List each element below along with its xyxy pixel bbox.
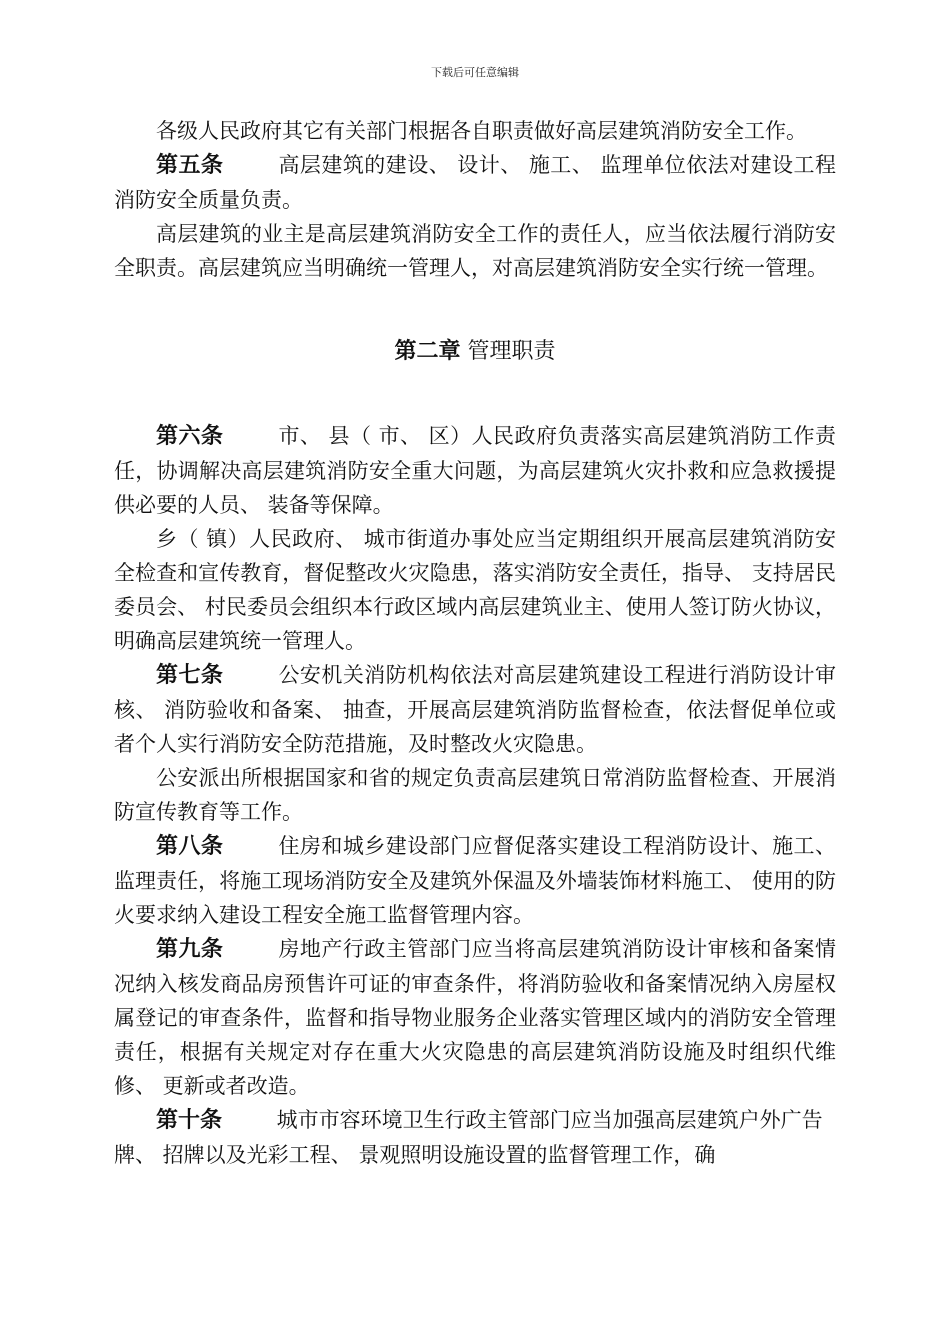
paragraph xyxy=(114,761,836,829)
paragraph xyxy=(114,419,836,522)
paragraph xyxy=(114,829,836,932)
paragraph-text: 住房和城乡建设部门应督促落实建设工程消防设计、施工、 监理责任，将施工现场消防安全及建筑外保温及外墙装饰材料施工、 使用的防火要求纳入建设工程安全施工监督管理内容。 xyxy=(114,834,836,927)
paragraph xyxy=(114,658,836,761)
document-body xyxy=(114,114,836,1172)
chapter-number: 第二章 xyxy=(394,339,461,364)
paragraph-group-top xyxy=(114,114,836,285)
article-number: 第十条 xyxy=(156,1108,223,1133)
paragraph-text: 市、 县（ 市、 区）人民政府负责落实高层建筑消防工作责任，协调解决高层建筑消防安全重大问题，为高层建筑火灾扑救和应急救援提供必要的人员、 装备等保障。 xyxy=(114,424,836,517)
article-number: 第七条 xyxy=(156,663,224,688)
paragraph-text: 房地产行政主管部门应当将高层建筑消防设计审核和备案情况纳入核发商品房预售许可证的审查条件，将消防验收和备案情况纳入房屋权属登记的审查条件，监督和指导物业服务企业落实管理区域内的消防安全管理责任，根据有关规定对存在重大火灾隐患的高层建筑消防设施及时组织代维修、 更新或者改造。 xyxy=(114,937,836,1098)
paragraph-text: 高层建筑的业主是高层建筑消防安全工作的责任人，应当依法履行消防安全职责。高层建筑应当明确统一管理人，对高层建筑消防安全实行统一管理。 xyxy=(114,222,836,280)
paragraph-text: 高层建筑的建设、 设计、 施工、 监理单位依法对建设工程消防安全质量负责。 xyxy=(114,153,836,212)
paragraph-text: 乡（ 镇）人民政府、 城市街道办事处应当定期组织开展高层建筑消防安全检查和宣传教育，督促整改火灾隐患，落实消防安全责任，指导、 支持居民委员会、 村民委员会组织本行政区域内高层建筑业主、使用人签订防火协议，明确高层建筑统一管理人。 xyxy=(114,527,836,653)
paragraph-text: 城市市容环境卫生行政主管部门应当加强高层建筑户外广告牌、 招牌以及光彩工程、 景观照明设施设置的监督管理工作，确 xyxy=(114,1108,823,1167)
article-number: 第九条 xyxy=(156,937,224,962)
article-number: 第八条 xyxy=(156,834,224,859)
paragraph-text: 各级人民政府其它有关部门根据各自职责做好高层建筑消防安全工作。 xyxy=(156,119,807,143)
paragraph xyxy=(114,1103,836,1172)
paragraph xyxy=(114,932,836,1103)
paragraph xyxy=(114,148,836,217)
chapter-heading xyxy=(114,335,836,369)
page-header-note: 下载后可任意编辑 xyxy=(431,66,519,79)
paragraph xyxy=(114,114,836,148)
paragraph-text: 公安机关消防机构依法对高层建筑建设工程进行消防设计审核、 消防验收和备案、 抽查，开展高层建筑消防监督检查，依法督促单位或者个人实行消防安全防范措施，及时整改火灾隐患。 xyxy=(114,663,836,756)
paragraph xyxy=(114,217,836,285)
paragraph xyxy=(114,522,836,658)
chapter-title: 管理职责 xyxy=(467,339,556,364)
article-number: 第六条 xyxy=(156,424,224,449)
article-number: 第五条 xyxy=(156,153,224,178)
paragraph-text: 公安派出所根据国家和省的规定负责高层建筑日常消防监督检查、开展消防宣传教育等工作。 xyxy=(114,766,836,824)
paragraph-group-bottom xyxy=(114,419,836,1172)
